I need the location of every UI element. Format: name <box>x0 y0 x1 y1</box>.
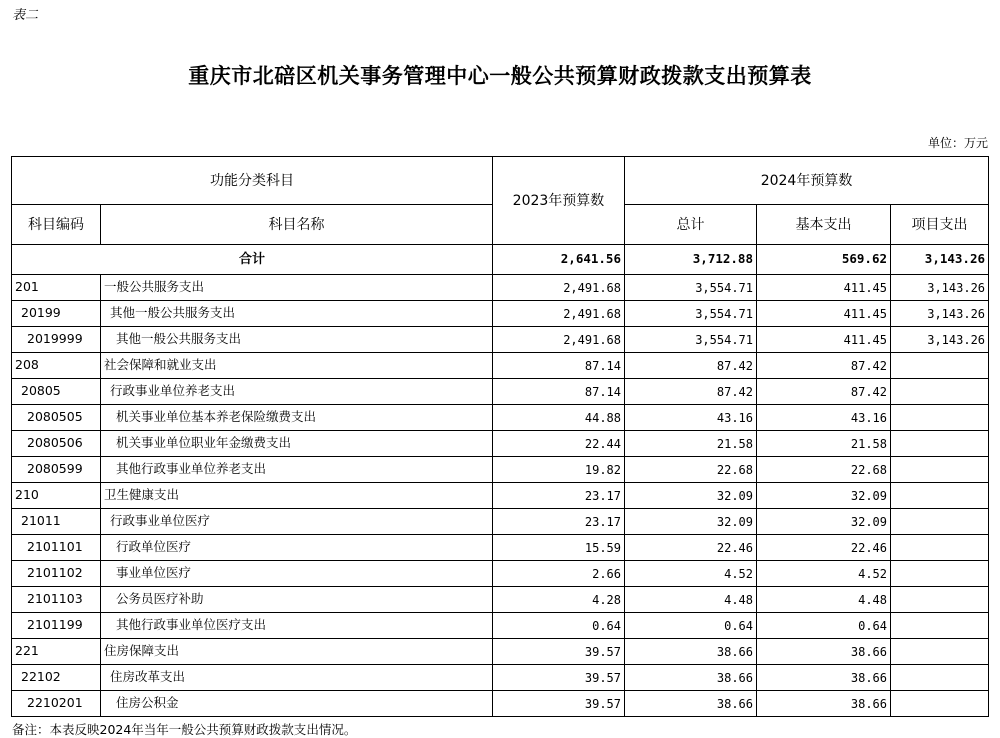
row-project <box>891 665 989 691</box>
row-prev-budget: 23.17 <box>493 483 625 509</box>
total-total: 3,712.88 <box>625 245 757 275</box>
row-project <box>891 587 989 613</box>
row-prev-budget: 2,491.68 <box>493 275 625 301</box>
header-row-1 <box>12 157 989 205</box>
row-code: 208 <box>12 353 101 379</box>
table-row <box>12 353 989 379</box>
row-name: 公务员医疗补助 <box>101 587 493 613</box>
header-cur-budget: 2024年预算数 <box>625 157 989 205</box>
row-basic: 21.58 <box>757 431 891 457</box>
row-prev-budget: 39.57 <box>493 639 625 665</box>
table-row <box>12 431 989 457</box>
table-row <box>12 613 989 639</box>
row-prev-budget: 0.64 <box>493 613 625 639</box>
table-row <box>12 561 989 587</box>
row-basic: 411.45 <box>757 275 891 301</box>
row-project <box>891 353 989 379</box>
row-total: 38.66 <box>625 691 757 717</box>
row-basic: 32.09 <box>757 483 891 509</box>
row-project <box>891 405 989 431</box>
row-name: 其他一般公共服务支出 <box>101 301 493 327</box>
row-total: 3,554.71 <box>625 327 757 353</box>
row-total: 38.66 <box>625 665 757 691</box>
row-project <box>891 379 989 405</box>
row-prev-budget: 23.17 <box>493 509 625 535</box>
row-basic: 411.45 <box>757 327 891 353</box>
row-basic: 38.66 <box>757 639 891 665</box>
row-basic: 22.68 <box>757 457 891 483</box>
row-project <box>891 691 989 717</box>
row-prev-budget: 2,491.68 <box>493 327 625 353</box>
row-code: 2101103 <box>12 587 101 613</box>
row-code: 2210201 <box>12 691 101 717</box>
row-code: 2080506 <box>12 431 101 457</box>
table-row <box>12 275 989 301</box>
row-basic: 32.09 <box>757 509 891 535</box>
row-project <box>891 535 989 561</box>
row-name: 行政事业单位养老支出 <box>101 379 493 405</box>
row-name: 卫生健康支出 <box>101 483 493 509</box>
header-project: 项目支出 <box>891 205 989 245</box>
table-row <box>12 639 989 665</box>
row-code: 20199 <box>12 301 101 327</box>
row-total: 32.09 <box>625 483 757 509</box>
row-code: 2019999 <box>12 327 101 353</box>
row-basic: 411.45 <box>757 301 891 327</box>
row-project <box>891 457 989 483</box>
row-name: 住房公积金 <box>101 691 493 717</box>
row-project <box>891 431 989 457</box>
row-total: 38.66 <box>625 639 757 665</box>
row-name: 行政事业单位医疗 <box>101 509 493 535</box>
row-prev-budget: 39.57 <box>493 691 625 717</box>
row-project: 3,143.26 <box>891 327 989 353</box>
header-functional: 功能分类科目 <box>12 157 493 205</box>
row-name: 事业单位医疗 <box>101 561 493 587</box>
row-code: 22102 <box>12 665 101 691</box>
total-basic: 569.62 <box>757 245 891 275</box>
unit-label: 单位：万元 <box>927 136 988 150</box>
row-code: 2080599 <box>12 457 101 483</box>
row-code: 2101199 <box>12 613 101 639</box>
row-code: 2101101 <box>12 535 101 561</box>
header-code: 科目编码 <box>12 205 101 245</box>
row-total: 0.64 <box>625 613 757 639</box>
row-total: 3,554.71 <box>625 275 757 301</box>
row-total: 4.48 <box>625 587 757 613</box>
row-prev-budget: 2.66 <box>493 561 625 587</box>
row-total: 87.42 <box>625 353 757 379</box>
row-project <box>891 483 989 509</box>
row-name: 住房改革支出 <box>101 665 493 691</box>
row-basic: 87.42 <box>757 353 891 379</box>
table-row <box>12 327 989 353</box>
row-basic: 4.48 <box>757 587 891 613</box>
row-basic: 38.66 <box>757 691 891 717</box>
row-name: 社会保障和就业支出 <box>101 353 493 379</box>
row-total: 22.46 <box>625 535 757 561</box>
table-row <box>12 509 989 535</box>
row-code: 2101102 <box>12 561 101 587</box>
budget-table <box>11 156 989 717</box>
row-prev-budget: 44.88 <box>493 405 625 431</box>
row-basic: 4.52 <box>757 561 891 587</box>
row-name: 行政单位医疗 <box>101 535 493 561</box>
row-prev-budget: 39.57 <box>493 665 625 691</box>
row-total: 87.42 <box>625 379 757 405</box>
row-basic: 38.66 <box>757 665 891 691</box>
row-name: 机关事业单位基本养老保险缴费支出 <box>101 405 493 431</box>
row-total: 21.58 <box>625 431 757 457</box>
row-total: 32.09 <box>625 509 757 535</box>
row-total: 3,554.71 <box>625 301 757 327</box>
table-row <box>12 587 989 613</box>
row-basic: 87.42 <box>757 379 891 405</box>
row-project <box>891 613 989 639</box>
table-row <box>12 665 989 691</box>
row-prev-budget: 87.14 <box>493 379 625 405</box>
row-prev-budget: 87.14 <box>493 353 625 379</box>
row-name: 一般公共服务支出 <box>101 275 493 301</box>
row-name: 住房保障支出 <box>101 639 493 665</box>
footnote: 备注：本表反映2024年当年一般公共预算财政拨款支出情况。 <box>12 722 357 737</box>
row-name: 机关事业单位职业年金缴费支出 <box>101 431 493 457</box>
row-code: 201 <box>12 275 101 301</box>
header-name: 科目名称 <box>101 205 493 245</box>
row-total: 43.16 <box>625 405 757 431</box>
row-basic: 22.46 <box>757 535 891 561</box>
row-basic: 0.64 <box>757 613 891 639</box>
row-basic: 43.16 <box>757 405 891 431</box>
total-label: 合计 <box>12 245 493 275</box>
row-code: 2080505 <box>12 405 101 431</box>
row-prev-budget: 2,491.68 <box>493 301 625 327</box>
table-number-label: 表二 <box>12 8 39 23</box>
table-row <box>12 405 989 431</box>
header-prev-budget: 2023年预算数 <box>493 157 625 245</box>
page-title: 重庆市北碚区机关事务管理中心一般公共预算财政拨款支出预算表 <box>188 63 812 88</box>
table-row <box>12 691 989 717</box>
row-code: 221 <box>12 639 101 665</box>
row-code: 21011 <box>12 509 101 535</box>
total-prev: 2,641.56 <box>493 245 625 275</box>
row-prev-budget: 22.44 <box>493 431 625 457</box>
row-name: 其他行政事业单位医疗支出 <box>101 613 493 639</box>
row-project <box>891 561 989 587</box>
row-total: 22.68 <box>625 457 757 483</box>
header-basic: 基本支出 <box>757 205 891 245</box>
row-prev-budget: 15.59 <box>493 535 625 561</box>
row-code: 20805 <box>12 379 101 405</box>
table-row <box>12 379 989 405</box>
table-row <box>12 483 989 509</box>
row-project <box>891 509 989 535</box>
total-project: 3,143.26 <box>891 245 989 275</box>
row-name: 其他一般公共服务支出 <box>101 327 493 353</box>
row-total: 4.52 <box>625 561 757 587</box>
row-prev-budget: 19.82 <box>493 457 625 483</box>
table-row <box>12 457 989 483</box>
row-project: 3,143.26 <box>891 301 989 327</box>
header-total: 总计 <box>625 205 757 245</box>
row-prev-budget: 4.28 <box>493 587 625 613</box>
row-name: 其他行政事业单位养老支出 <box>101 457 493 483</box>
row-project <box>891 639 989 665</box>
table-row <box>12 301 989 327</box>
total-row <box>12 245 989 275</box>
table-row <box>12 535 989 561</box>
row-code: 210 <box>12 483 101 509</box>
row-project: 3,143.26 <box>891 275 989 301</box>
